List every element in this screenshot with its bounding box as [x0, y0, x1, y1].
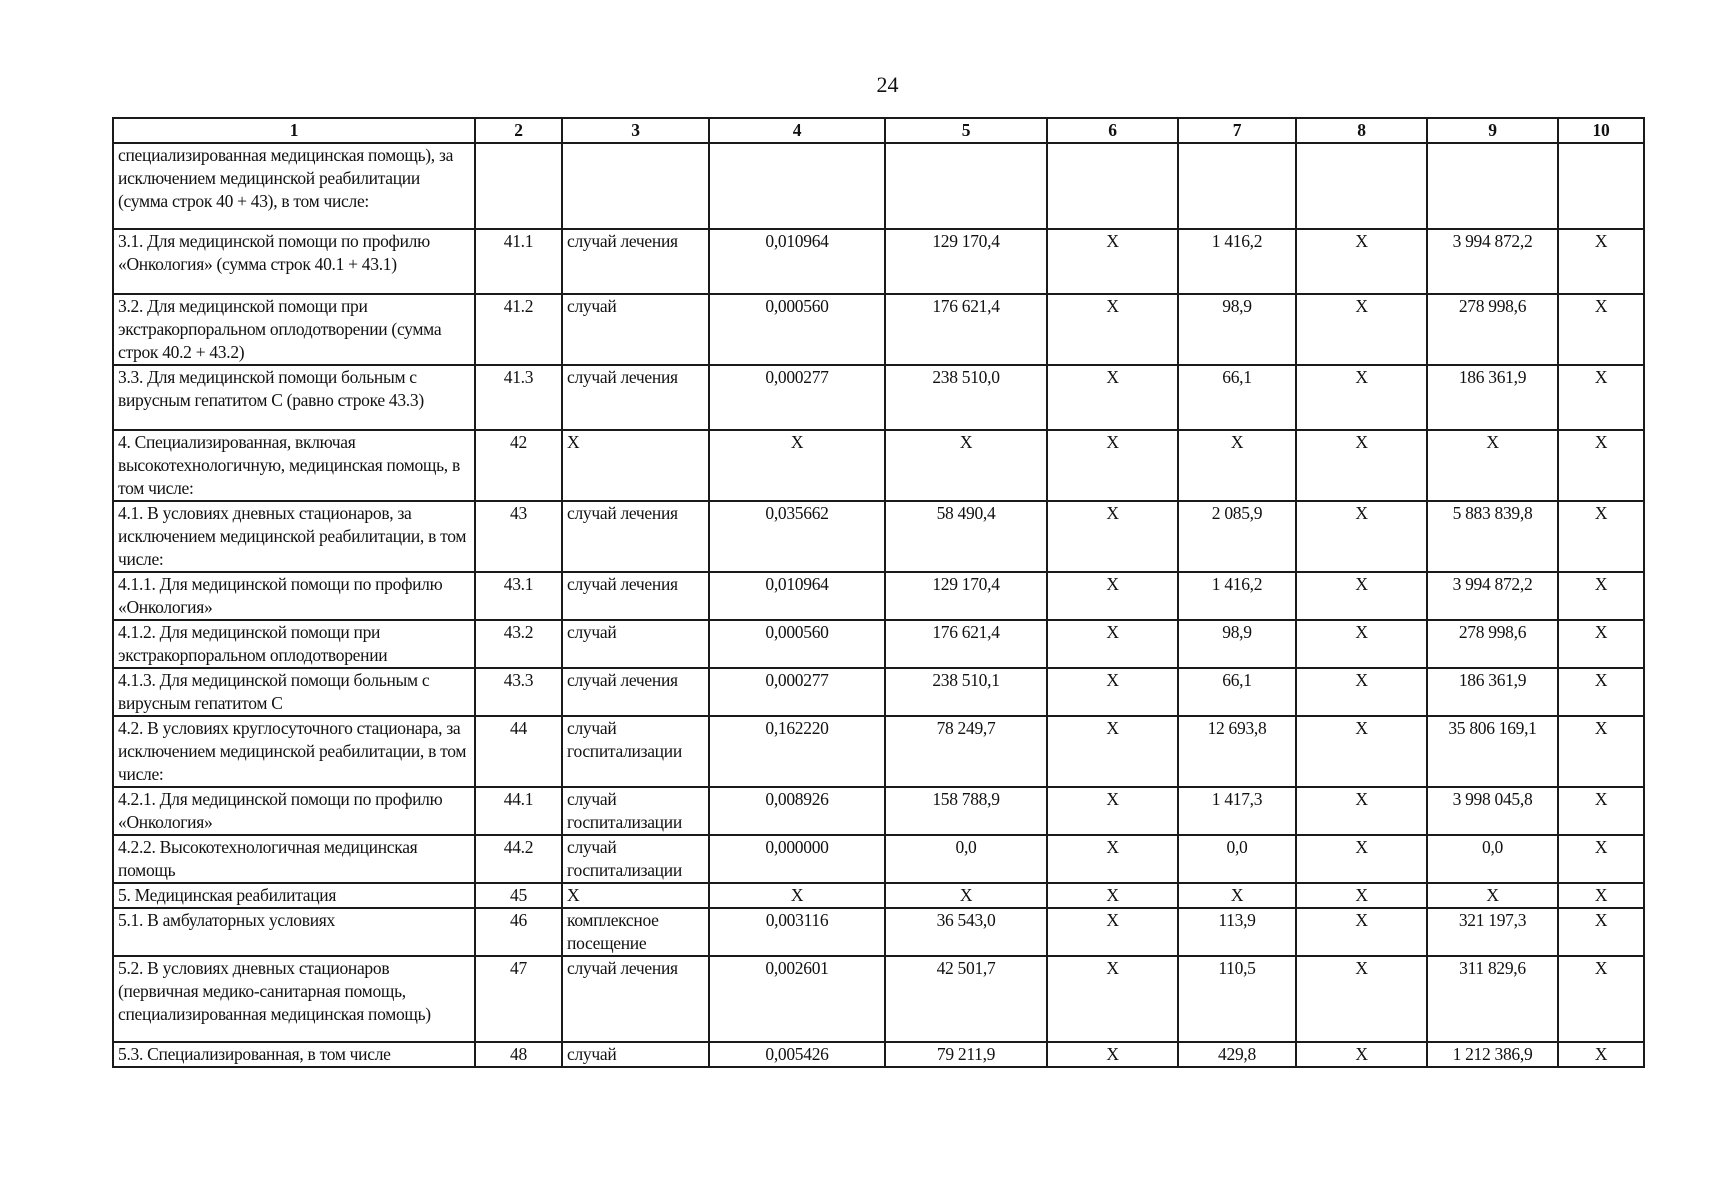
table-row [113, 620, 1644, 668]
norm-value: 0,000560 [709, 620, 885, 668]
unit-of-measure: комплексное посещение [562, 908, 709, 956]
table-row [113, 1042, 1644, 1067]
table-row [113, 572, 1644, 620]
row-code: 41.3 [475, 365, 562, 430]
col-6-value: X [1047, 1042, 1178, 1067]
col-10-value: X [1558, 835, 1644, 883]
row-code: 43.3 [475, 668, 562, 716]
row-code: 43 [475, 501, 562, 572]
row-description: 4. Специализированная, включая высокотехнологичную, медицинская помощь, в том числе: [113, 430, 475, 501]
col-8-value: X [1296, 229, 1427, 294]
column-number: 8 [1296, 118, 1427, 143]
unit-of-measure: случай госпитализации [562, 716, 709, 787]
unit-of-measure: случай лечения [562, 572, 709, 620]
col-10-value: X [1558, 956, 1644, 1042]
col-10-value: X [1558, 908, 1644, 956]
col-8-value: X [1296, 883, 1427, 908]
col-6-value: X [1047, 668, 1178, 716]
col-10-value: X [1558, 365, 1644, 430]
unit-of-measure: случай госпитализации [562, 835, 709, 883]
total-cost: 321 197,3 [1427, 908, 1558, 956]
col-8-value: X [1296, 572, 1427, 620]
unit-of-measure: случай госпитализации [562, 787, 709, 835]
col-6-value: X [1047, 956, 1178, 1042]
unit-of-measure [562, 143, 709, 229]
col-6-value [1047, 143, 1178, 229]
table-row [113, 716, 1644, 787]
col-8-value: X [1296, 908, 1427, 956]
unit-of-measure: случай лечения [562, 956, 709, 1042]
column-number: 10 [1558, 118, 1644, 143]
row-code: 41.2 [475, 294, 562, 365]
cost-per-unit: 42 501,7 [885, 956, 1047, 1042]
row-description: 4.2. В условиях круглосуточного стационара, за исключением медицинской реабилитации, в том числе: [113, 716, 475, 787]
col-10-value: X [1558, 787, 1644, 835]
col-6-value: X [1047, 835, 1178, 883]
row-code: 45 [475, 883, 562, 908]
table-row [113, 229, 1644, 294]
unit-of-measure: случай лечения [562, 229, 709, 294]
cost-per-unit: 129 170,4 [885, 572, 1047, 620]
column-number: 2 [475, 118, 562, 143]
total-cost: X [1427, 430, 1558, 501]
total-cost: 311 829,6 [1427, 956, 1558, 1042]
row-code: 44.2 [475, 835, 562, 883]
cost-per-unit: 78 249,7 [885, 716, 1047, 787]
total-cost: 3 998 045,8 [1427, 787, 1558, 835]
col-10-value: X [1558, 501, 1644, 572]
col-8-value: X [1296, 365, 1427, 430]
col-8-value: X [1296, 956, 1427, 1042]
col-10-value: X [1558, 620, 1644, 668]
col-6-value: X [1047, 620, 1178, 668]
norm-value: 0,035662 [709, 501, 885, 572]
norm-value: 0,010964 [709, 229, 885, 294]
table-row [113, 365, 1644, 430]
row-description: 5.2. В условиях дневных стационаров (первичная медико-санитарная помощь, специализированная медицинская помощь) [113, 956, 475, 1042]
col-6-value: X [1047, 294, 1178, 365]
col-6-value: X [1047, 430, 1178, 501]
col-6-value: X [1047, 365, 1178, 430]
row-description: 3.1. Для медицинской помощи по профилю «Онкология» (сумма строк 40.1 + 43.1) [113, 229, 475, 294]
unit-of-measure: случай [562, 1042, 709, 1067]
cost-per-unit: 238 510,1 [885, 668, 1047, 716]
norm-value: 0,000277 [709, 365, 885, 430]
norm-value [709, 143, 885, 229]
column-number: 5 [885, 118, 1047, 143]
norm-value: 0,162220 [709, 716, 885, 787]
col-8-value: X [1296, 501, 1427, 572]
row-code: 42 [475, 430, 562, 501]
norm-value: 0,000560 [709, 294, 885, 365]
unit-of-measure: случай [562, 294, 709, 365]
norm-value: 0,008926 [709, 787, 885, 835]
col-10-value: X [1558, 430, 1644, 501]
row-description: 5. Медицинская реабилитация [113, 883, 475, 908]
cost-per-unit: 79 211,9 [885, 1042, 1047, 1067]
cost-per-unit: X [885, 883, 1047, 908]
tariff-table [112, 117, 1645, 1068]
col-10-value: X [1558, 883, 1644, 908]
per-capita-value: 98,9 [1178, 620, 1296, 668]
norm-value: 0,002601 [709, 956, 885, 1042]
row-description: 4.1.3. Для медицинской помощи больным с вирусным гепатитом С [113, 668, 475, 716]
total-cost [1427, 143, 1558, 229]
table-row [113, 294, 1644, 365]
row-code: 44.1 [475, 787, 562, 835]
row-description: специализированная медицинская помощь), за исключением медицинской реабилитации (сумма строк 40 + 43), в том числе: [113, 143, 475, 229]
col-8-value: X [1296, 716, 1427, 787]
total-cost: 3 994 872,2 [1427, 572, 1558, 620]
column-number-row [113, 118, 1644, 143]
per-capita-value: X [1178, 430, 1296, 501]
per-capita-value: 1 417,3 [1178, 787, 1296, 835]
col-8-value: X [1296, 430, 1427, 501]
col-8-value: X [1296, 835, 1427, 883]
col-8-value: X [1296, 1042, 1427, 1067]
row-code: 48 [475, 1042, 562, 1067]
table-row [113, 883, 1644, 908]
row-description: 4.2.1. Для медицинской помощи по профилю «Онкология» [113, 787, 475, 835]
col-8-value: X [1296, 620, 1427, 668]
row-code: 47 [475, 956, 562, 1042]
per-capita-value [1178, 143, 1296, 229]
table-row [113, 143, 1644, 229]
cost-per-unit: 238 510,0 [885, 365, 1047, 430]
cost-per-unit: 58 490,4 [885, 501, 1047, 572]
cost-per-unit: 129 170,4 [885, 229, 1047, 294]
column-number: 9 [1427, 118, 1558, 143]
row-description: 4.1. В условиях дневных стационаров, за исключением медицинской реабилитации, в том числе: [113, 501, 475, 572]
col-6-value: X [1047, 572, 1178, 620]
norm-value: X [709, 430, 885, 501]
row-code: 41.1 [475, 229, 562, 294]
norm-value: X [709, 883, 885, 908]
table-row [113, 908, 1644, 956]
cost-per-unit: 176 621,4 [885, 294, 1047, 365]
cost-per-unit: X [885, 430, 1047, 501]
col-10-value: X [1558, 668, 1644, 716]
column-number: 3 [562, 118, 709, 143]
per-capita-value: 0,0 [1178, 835, 1296, 883]
norm-value: 0,005426 [709, 1042, 885, 1067]
row-code: 43.1 [475, 572, 562, 620]
col-6-value: X [1047, 716, 1178, 787]
column-number: 4 [709, 118, 885, 143]
unit-of-measure: случай [562, 620, 709, 668]
cost-per-unit: 0,0 [885, 835, 1047, 883]
col-6-value: X [1047, 501, 1178, 572]
row-code: 46 [475, 908, 562, 956]
cost-per-unit [885, 143, 1047, 229]
per-capita-value: 66,1 [1178, 365, 1296, 430]
per-capita-value: 66,1 [1178, 668, 1296, 716]
table-row [113, 430, 1644, 501]
unit-of-measure: случай лечения [562, 668, 709, 716]
table-row [113, 956, 1644, 1042]
table-row [113, 668, 1644, 716]
col-10-value: X [1558, 716, 1644, 787]
total-cost: 5 883 839,8 [1427, 501, 1558, 572]
col-8-value: X [1296, 668, 1427, 716]
table-row [113, 835, 1644, 883]
col-6-value: X [1047, 908, 1178, 956]
col-8-value: X [1296, 787, 1427, 835]
total-cost: 3 994 872,2 [1427, 229, 1558, 294]
row-description: 4.1.2. Для медицинской помощи при экстракорпоральном оплодотворении [113, 620, 475, 668]
unit-of-measure: X [562, 430, 709, 501]
norm-value: 0,010964 [709, 572, 885, 620]
col-10-value: X [1558, 229, 1644, 294]
cost-per-unit: 36 543,0 [885, 908, 1047, 956]
col-6-value: X [1047, 229, 1178, 294]
unit-of-measure: случай лечения [562, 501, 709, 572]
total-cost: 1 212 386,9 [1427, 1042, 1558, 1067]
table-row [113, 787, 1644, 835]
row-description: 5.3. Специализированная, в том числе [113, 1042, 475, 1067]
total-cost: 186 361,9 [1427, 365, 1558, 430]
col-10-value [1558, 143, 1644, 229]
col-6-value: X [1047, 787, 1178, 835]
table-row [113, 501, 1644, 572]
norm-value: 0,000000 [709, 835, 885, 883]
cost-per-unit: 176 621,4 [885, 620, 1047, 668]
per-capita-value: X [1178, 883, 1296, 908]
total-cost: X [1427, 883, 1558, 908]
per-capita-value: 98,9 [1178, 294, 1296, 365]
total-cost: 278 998,6 [1427, 294, 1558, 365]
per-capita-value: 12 693,8 [1178, 716, 1296, 787]
total-cost: 278 998,6 [1427, 620, 1558, 668]
row-description: 5.1. В амбулаторных условиях [113, 908, 475, 956]
row-description: 4.2.2. Высокотехнологичная медицинская помощь [113, 835, 475, 883]
per-capita-value: 110,5 [1178, 956, 1296, 1042]
per-capita-value: 113,9 [1178, 908, 1296, 956]
norm-value: 0,000277 [709, 668, 885, 716]
cost-per-unit: 158 788,9 [885, 787, 1047, 835]
page-number: 24 [876, 72, 899, 97]
col-8-value: X [1296, 294, 1427, 365]
column-number: 1 [113, 118, 475, 143]
column-number: 6 [1047, 118, 1178, 143]
per-capita-value: 1 416,2 [1178, 572, 1296, 620]
total-cost: 0,0 [1427, 835, 1558, 883]
row-description: 3.2. Для медицинской помощи при экстракорпоральном оплодотворении (сумма строк 40.2 + 43.2) [113, 294, 475, 365]
row-code: 43.2 [475, 620, 562, 668]
total-cost: 186 361,9 [1427, 668, 1558, 716]
column-number: 7 [1178, 118, 1296, 143]
row-code: 44 [475, 716, 562, 787]
per-capita-value: 429,8 [1178, 1042, 1296, 1067]
per-capita-value: 1 416,2 [1178, 229, 1296, 294]
col-10-value: X [1558, 294, 1644, 365]
col-8-value [1296, 143, 1427, 229]
total-cost: 35 806 169,1 [1427, 716, 1558, 787]
unit-of-measure: X [562, 883, 709, 908]
norm-value: 0,003116 [709, 908, 885, 956]
row-description: 3.3. Для медицинской помощи больным с вирусным гепатитом С (равно строке 43.3) [113, 365, 475, 430]
per-capita-value: 2 085,9 [1178, 501, 1296, 572]
row-code [475, 143, 562, 229]
col-6-value: X [1047, 883, 1178, 908]
col-10-value: X [1558, 1042, 1644, 1067]
col-10-value: X [1558, 572, 1644, 620]
unit-of-measure: случай лечения [562, 365, 709, 430]
row-description: 4.1.1. Для медицинской помощи по профилю «Онкология» [113, 572, 475, 620]
